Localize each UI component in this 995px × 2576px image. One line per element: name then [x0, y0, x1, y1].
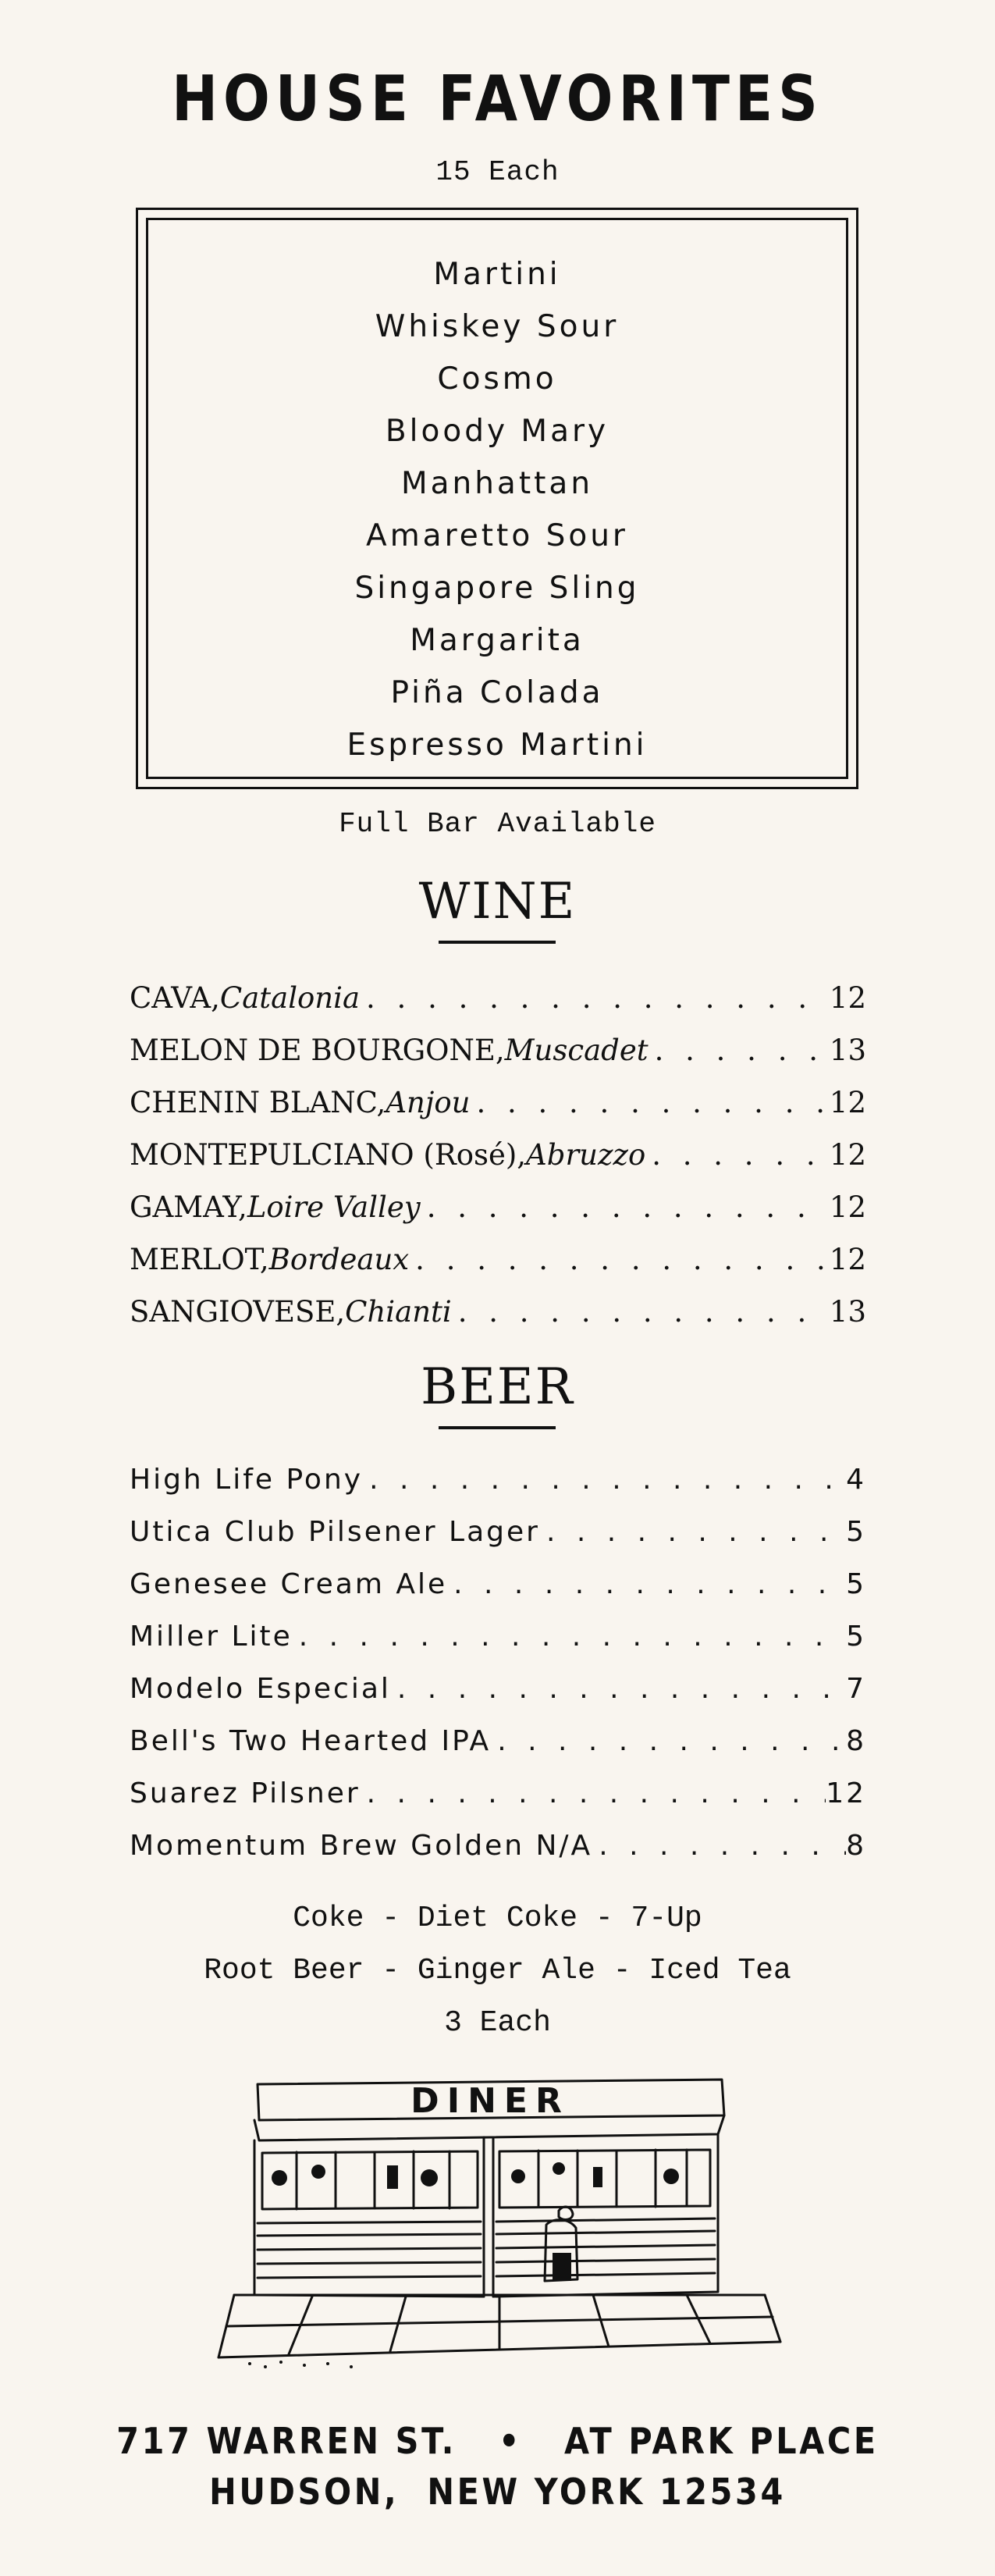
dot-leader: [491, 1715, 846, 1767]
dot-leader: [409, 1233, 830, 1286]
beer-item: [130, 1453, 866, 1506]
wine-name: SANGIOVESE,: [130, 1295, 346, 1329]
beer-price: 12: [826, 1777, 866, 1809]
house-favorites-box: [136, 208, 858, 789]
wine-price: 12: [829, 1086, 866, 1119]
beer-title-underline: [439, 1426, 556, 1429]
dot-leader: [361, 1767, 826, 1820]
dot-leader: [592, 1820, 846, 1872]
soft-drinks-price-note: 3 Each: [444, 2006, 551, 2040]
wine-region: Abruzzo: [526, 1138, 646, 1172]
beer-item: [130, 1767, 866, 1820]
favorite-item: Manhattan: [400, 466, 594, 501]
wine-title: WINE: [418, 873, 577, 930]
wine-region: Muscadet: [504, 1034, 649, 1067]
beer-name: Miller Lite: [130, 1621, 293, 1653]
favorite-item: Amaretto Sour: [366, 518, 628, 553]
soft-drinks-section: [0, 1892, 995, 2049]
wine-price: 12: [829, 1190, 866, 1224]
beer-name: Modelo Especial: [130, 1673, 391, 1705]
beer-name: Genesee Cream Ale: [130, 1568, 448, 1600]
wine-item: [130, 1286, 866, 1338]
house-favorites-list: [148, 248, 846, 771]
favorite-item: Espresso Martini: [346, 728, 648, 763]
wine-name: CAVA,: [130, 981, 220, 1015]
diner-building-illustration-icon: [203, 2069, 796, 2381]
dot-leader: [293, 1610, 846, 1663]
beer-price: 8: [846, 1830, 866, 1862]
dot-leader: [421, 1181, 830, 1233]
favorite-item: Piña Colada: [390, 675, 604, 710]
wine-item: [130, 1181, 866, 1233]
wine-name: MELON DE BOURGONE,: [130, 1034, 505, 1067]
beer-name: Momentum Brew Golden N/A: [130, 1830, 593, 1862]
wine-price: 13: [829, 1034, 866, 1067]
wine-region: Chianti: [345, 1295, 452, 1329]
wine-item: [130, 1233, 866, 1286]
favorite-item: Cosmo: [437, 361, 557, 397]
address-street: 717 WARREN ST.: [116, 2420, 457, 2462]
favorite-item: Martini: [433, 257, 561, 292]
diner-sign-text: DINER: [410, 2081, 570, 2121]
wine-name: CHENIN BLANC,: [130, 1086, 386, 1119]
beer-title: BEER: [421, 1358, 574, 1416]
dot-leader: [360, 972, 830, 1024]
address-separator: •: [498, 2420, 523, 2462]
wine-name: MONTEPULCIANO (Rosé),: [130, 1138, 527, 1172]
wine-region: Catalonia: [219, 981, 361, 1015]
beer-price: 5: [846, 1516, 866, 1548]
beer-price: 8: [846, 1725, 866, 1757]
beer-name: Utica Club Pilsener Lager: [130, 1516, 540, 1548]
beer-name: Suarez Pilsner: [130, 1777, 361, 1809]
wine-item: [130, 1129, 866, 1181]
wine-region: Anjou: [386, 1086, 471, 1119]
house-favorites-title: HOUSE FAVORITES: [172, 62, 823, 135]
wine-price: 13: [829, 1295, 866, 1329]
beer-price: 5: [846, 1568, 866, 1600]
wine-region: Bordeaux: [268, 1243, 410, 1276]
beer-item: [130, 1610, 866, 1663]
soft-drinks-line-1: Coke - Diet Coke - 7-Up: [293, 1902, 702, 1935]
beer-item: [130, 1715, 866, 1767]
wine-price: 12: [829, 981, 866, 1015]
favorite-item: Margarita: [410, 623, 585, 658]
wine-name: GAMAY,: [130, 1190, 247, 1224]
soft-drinks-line-2: Root Beer - Ginger Ale - Iced Tea: [204, 1954, 791, 1987]
address-city: HUDSON, NEW YORK 12534: [209, 2471, 786, 2513]
beer-name: High Life Pony: [130, 1464, 364, 1496]
dot-leader: [645, 1129, 830, 1181]
favorite-item: Bloody Mary: [385, 414, 609, 449]
address-cross-street: AT PARK PLACE: [564, 2420, 879, 2462]
beer-item: [130, 1506, 866, 1558]
beer-item: [130, 1558, 866, 1610]
full-bar-note: Full Bar Available: [339, 808, 656, 840]
dot-leader: [447, 1558, 846, 1610]
dot-leader: [540, 1506, 846, 1558]
beer-item: [130, 1820, 866, 1872]
wine-item: [130, 1024, 866, 1076]
wine-region: Loire Valley: [247, 1190, 421, 1224]
beer-name: Bell's Two Hearted IPA: [130, 1725, 492, 1757]
beer-price: 4: [846, 1464, 866, 1496]
wine-name: MERLOT,: [130, 1243, 269, 1276]
dot-leader: [452, 1286, 830, 1338]
dot-leader: [391, 1663, 846, 1715]
wine-title-underline: [439, 941, 556, 944]
wine-price: 12: [829, 1243, 866, 1276]
beer-price: 5: [846, 1621, 866, 1653]
beer-item: [130, 1663, 866, 1715]
address-line-1: [50, 2420, 946, 2462]
beer-price: 7: [846, 1673, 866, 1705]
dot-leader: [470, 1076, 829, 1129]
dot-leader: [649, 1024, 830, 1076]
favorite-item: Singapore Sling: [354, 571, 640, 606]
wine-price: 12: [829, 1138, 866, 1172]
favorite-item: Whiskey Sour: [375, 309, 620, 344]
wine-list: [130, 972, 866, 1338]
beer-list: [130, 1453, 866, 1872]
house-favorites-price-note: 15 Each: [435, 156, 560, 188]
wine-item: [130, 972, 866, 1024]
dot-leader: [363, 1453, 846, 1506]
wine-item: [130, 1076, 866, 1129]
